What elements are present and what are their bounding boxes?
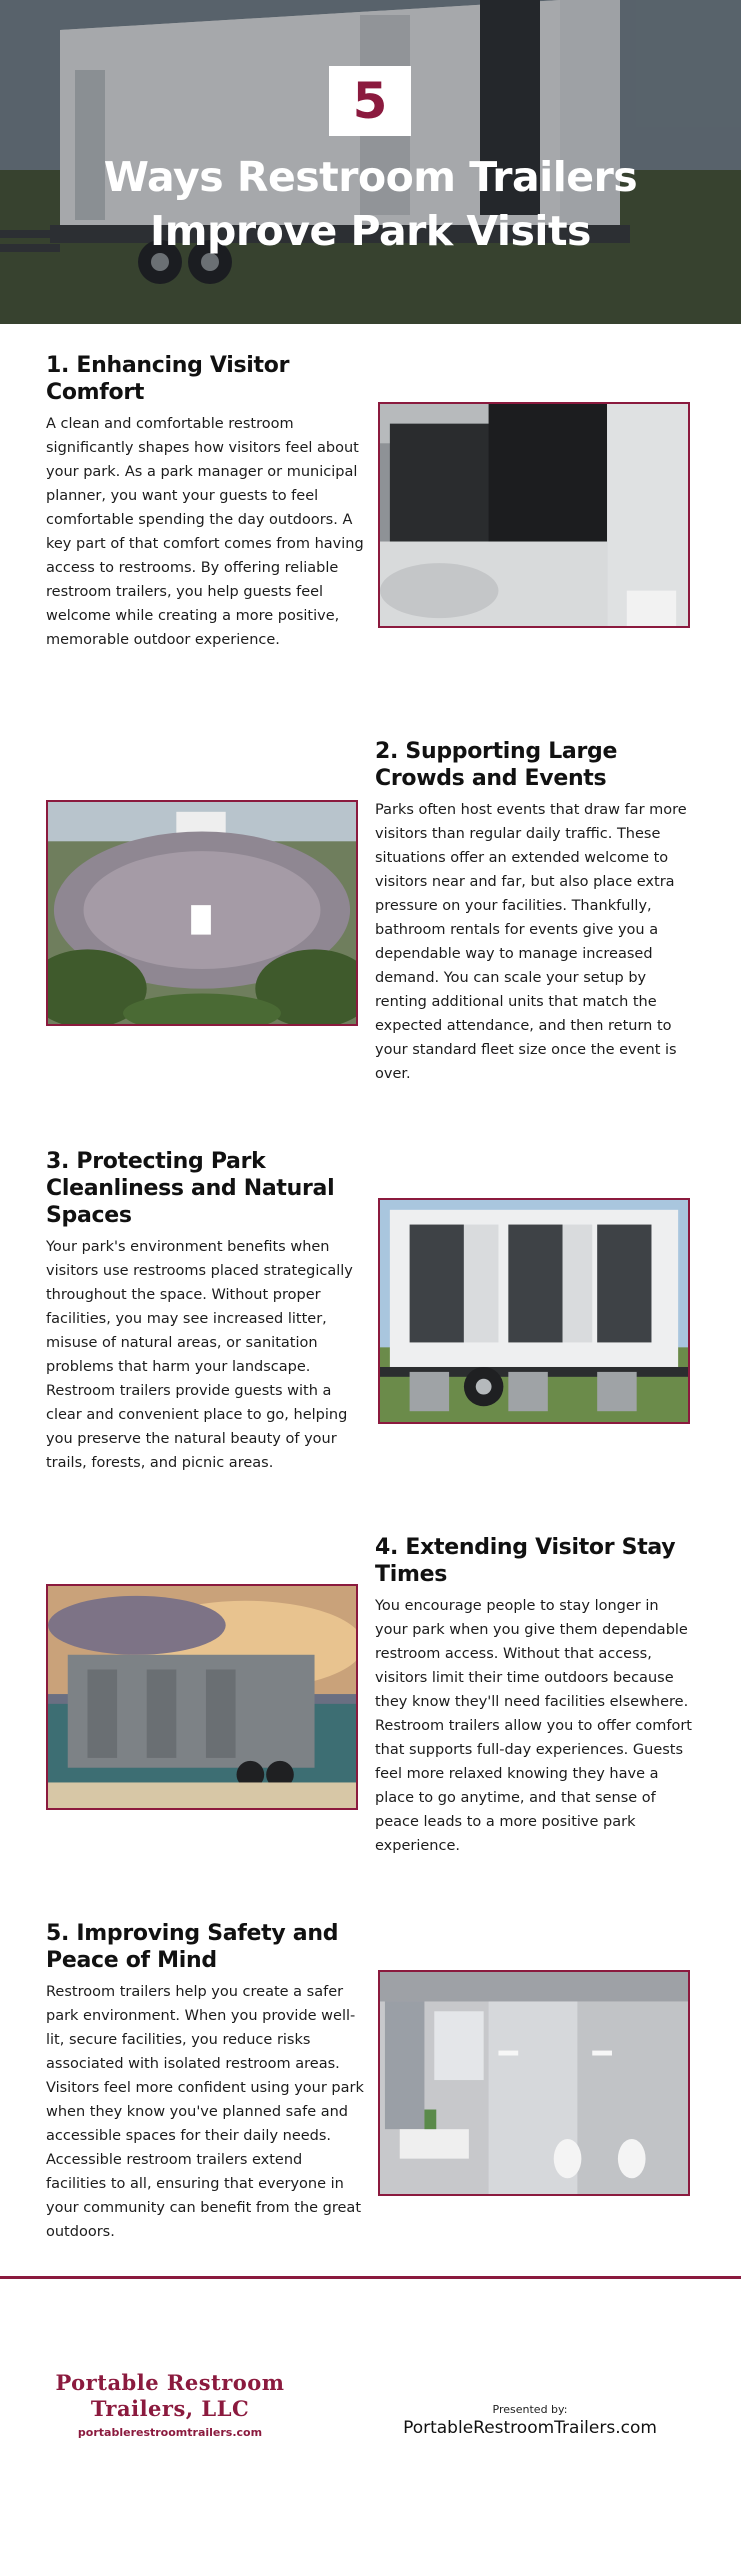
section-1-body: A clean and comfortable restroom significantly shapes how visitors feel about your park. As a park manager or municipal planner, you want your guests to feel comfortable spending the day outdoors. A key part of that comfort comes from having access to restrooms. By offering reliable restroom trailers, you help guests feel welcome while creating a more positive, memorable outdoor experience. xyxy=(46,416,364,648)
section-2-heading: 2. Supporting Large Crowds and Events xyxy=(375,739,618,791)
section-1-text xyxy=(46,352,366,652)
section-4-text xyxy=(375,1534,695,1858)
section-5-text xyxy=(46,1920,366,2244)
logo-url: portablerestroomtrailers.com xyxy=(77,2426,263,2439)
section-2-body: Parks often host events that draw far more visitors than regular daily traffic. These situations offer an extended welcome to visitors near and far, but also place extra pressure on your facilities. Thankfully, bathroom rentals for events give you a dependable way to manage increased demand. You can scale your setup by renting additional units that match the expected attendance, and then return to your standard fleet size once the event is over. xyxy=(375,802,687,1082)
company-logo xyxy=(50,2370,290,2470)
footer-site-link[interactable]: PortableRestroomTrailers.com xyxy=(403,2418,657,2438)
section-4-body: You encourage people to stay longer in your park when you give them dependable restroom access. Without that access, visitors limit their time outdoors because they know they'll need facilities elsewhere. Restroom trailers allow you to offer comfort that supports full-day experiences. Guests feel more relaxed knowing they have a place to go anytime, and that sense of peace leads to a more positive park experience. xyxy=(375,1598,692,1854)
restroom-trailer-sunset-photo xyxy=(46,1584,358,1810)
large-crowd-event-photo xyxy=(46,800,358,1026)
logo-line-2: Trailers, LLC xyxy=(90,2396,250,2421)
open-restroom-trailer-photo xyxy=(378,1198,690,1424)
section-3-heading: 3. Protecting Park Cleanliness and Natural Spaces xyxy=(46,1149,335,1228)
restroom-stalls-interior-photo xyxy=(378,1970,690,2196)
section-1-heading: 1. Enhancing Visitor Comfort xyxy=(46,353,290,405)
presented-by-label: Presented by: xyxy=(492,2403,568,2416)
logo-line-1: Portable Restroom xyxy=(55,2370,285,2395)
section-2-text xyxy=(375,738,695,1086)
section-5-heading: 5. Improving Safety and Peace of Mind xyxy=(46,1921,339,1973)
section-5-body: Restroom trailers help you create a safer park environment. When you provide well-lit, secure facilities, you reduce risks associated with isolated restroom areas. Visitors feel more confident using your park when they know you've planned safe and accessible spaces for their daily needs. Accessible restroom trailers extend facilities to all, ensuring that everyone in your community can benefit from the great outdoors. xyxy=(46,1984,364,2240)
hero-banner xyxy=(0,0,741,324)
section-3-text xyxy=(46,1148,366,1475)
hero-number-badge xyxy=(329,66,411,136)
footer-divider xyxy=(0,2276,741,2279)
section-3-body: Your park's environment benefits when visitors use restrooms placed strategically throughout the space. Without proper facilities, you may see increased litter, misuse of natural areas, or sanitation problems that harm your landscape. Restroom trailers provide guests with a clear and convenient place to go, helping you preserve the natural beauty of your trails, forests, and picnic areas. xyxy=(46,1239,353,1471)
section-4-heading: 4. Extending Visitor Stay Times xyxy=(375,1535,676,1587)
restroom-trailer-interior-photo xyxy=(378,402,690,628)
hero-number: 5 xyxy=(352,72,388,130)
hero-title: Ways Restroom Trailers Improve Park Visits xyxy=(103,153,638,255)
